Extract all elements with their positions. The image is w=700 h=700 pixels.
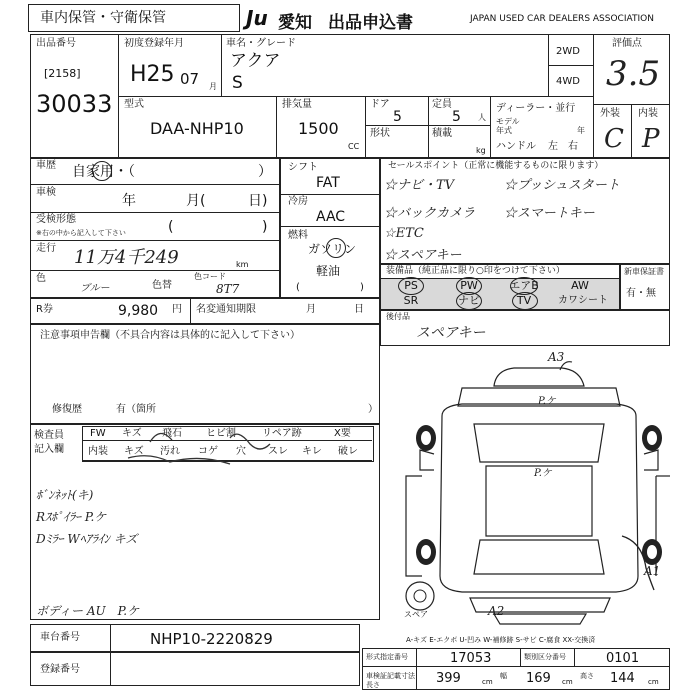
- fuel-light: 軽油: [316, 264, 341, 278]
- drive-2wd: 2WD: [556, 46, 580, 57]
- diagram-label-a1: A1: [644, 564, 661, 578]
- fuel-label: 燃料: [288, 230, 308, 241]
- color-label: 色: [36, 273, 46, 284]
- tax-unit: 円: [172, 304, 182, 315]
- color-change-label: 色替: [152, 280, 172, 291]
- history-label: 車歴: [36, 160, 56, 171]
- dimension-length-unit: cm: [482, 678, 493, 686]
- after-parts-value: スペアキー: [416, 325, 486, 341]
- registration-month-suffix: 月: [209, 82, 217, 91]
- doors-value: 5: [393, 109, 402, 125]
- ju-logo: Ju: [246, 6, 268, 30]
- dimension-width-unit: cm: [562, 678, 573, 686]
- equipment-circle-ps: [398, 277, 424, 295]
- displacement-value: 1500: [298, 119, 339, 138]
- inspector-note-1: ﾎﾞﾝﾈｯﾄ(キ): [36, 488, 94, 502]
- dimension-height-unit: cm: [648, 678, 659, 686]
- cooling-value: AAC: [316, 209, 346, 225]
- inspection-day: 日): [248, 193, 268, 209]
- vehicle-details-frame: [30, 158, 280, 298]
- diagram-label-pk-top: P.ケ: [538, 396, 556, 407]
- load-unit: kg: [476, 146, 486, 155]
- equipment-item-leather: カワシート: [558, 295, 608, 306]
- inspector-note-4: ボディー AU P.ケ: [36, 604, 140, 618]
- mileage-label: 走行: [36, 243, 56, 254]
- org-name: 愛知: [278, 13, 312, 33]
- seats-label: 定員: [432, 99, 452, 110]
- dimension-width-label: 幅: [500, 672, 507, 680]
- first-registration-label: 初度登録年月: [124, 38, 184, 49]
- category-label: 類別区分番号: [524, 653, 566, 661]
- model-year-label: モデル年式: [496, 117, 520, 135]
- dimension-height: 144: [610, 671, 635, 686]
- interior-value: P: [642, 124, 660, 154]
- registration-year: H25: [130, 62, 175, 87]
- category-value: 0101: [606, 651, 640, 666]
- shift-label: シフト: [288, 162, 318, 173]
- diagram-label-pk-body: P.ケ: [534, 468, 552, 479]
- selling-point-2: ☆プッシュスタート: [504, 178, 620, 193]
- inspector-row1-repair: リペア跡: [262, 428, 302, 439]
- lot-number: 30033: [36, 90, 113, 118]
- diagram-label-a3: A3: [548, 350, 565, 364]
- load-label: 積載: [432, 128, 452, 139]
- model-value: DAA-NHP10: [150, 119, 244, 138]
- diagram-label-a2: A2: [488, 604, 505, 618]
- lot-small-number: [2158]: [44, 67, 81, 80]
- chassis-number: NHP10-2220829: [150, 630, 273, 648]
- inspector-row2-interior: 内装: [88, 446, 108, 457]
- name-change-label: 名変通知期限: [196, 304, 256, 315]
- dealer-label: ディーラー・並行: [496, 103, 576, 114]
- new-warranty-value: 有・無: [626, 288, 656, 299]
- after-parts-label: 後付品: [386, 312, 410, 321]
- history-circle: [92, 161, 112, 181]
- type-designation-value: 17053: [450, 651, 492, 666]
- car-damage-diagram: [384, 346, 670, 626]
- fuel-circle: [326, 238, 346, 258]
- selling-point-5: ☆ETC: [384, 226, 424, 241]
- inspector-note-2: Rｽﾎﾟｲﾗｰ P.ケ: [36, 510, 107, 524]
- diagram-legend: A-キズ E-エクボ U-凹み W-補修跡 S-サビ C-腐食 XX-交換済: [406, 636, 596, 644]
- repair-history-value: 有（箇所: [116, 404, 156, 415]
- inspector-row1-fw: FW: [90, 428, 106, 439]
- inspector-row2-dirt: 汚れ: [160, 446, 180, 457]
- inspection-label: 車検: [36, 187, 56, 198]
- dimension-height-label: 高さ: [580, 672, 594, 680]
- repair-history-close: ）: [368, 404, 378, 415]
- mileage-unit: km: [236, 260, 249, 269]
- diagram-label-spare: スペア: [404, 610, 428, 619]
- selling-point-3: ☆バックカメラ: [384, 206, 476, 221]
- form-title: 出品申込書: [328, 13, 413, 33]
- exterior-value: C: [604, 124, 624, 154]
- cooling-label: 冷房: [288, 196, 308, 207]
- inspector-label-1: 検査員: [34, 430, 64, 441]
- car-grade: S: [232, 73, 243, 93]
- chassis-label: 車台番号: [40, 632, 80, 643]
- inspector-row2-rub: スレ: [268, 446, 288, 457]
- equipment-item-navi: ナビ: [458, 294, 480, 307]
- dimension-width: 169: [526, 671, 551, 686]
- mileage-value: 11万4千249: [74, 247, 179, 268]
- inspector-row1-crack: ヒビ割: [206, 428, 236, 439]
- equipment-item-aw: AW: [571, 279, 589, 292]
- tax-label: R券: [36, 304, 53, 315]
- selling-points-label: セールスポイント（正常に機能するものに限ります）: [388, 161, 604, 171]
- receipt-open: (: [168, 219, 174, 235]
- selling-point-1: ☆ナビ・TV: [384, 178, 455, 193]
- history-value: 自家用・（: [72, 164, 135, 180]
- equipment-item-tv: TV: [516, 294, 532, 307]
- equipment-item-airbag: エアB: [509, 279, 539, 292]
- tax-value: 9,980: [118, 303, 159, 319]
- inspector-row2-cut: キレ: [302, 446, 322, 457]
- association-name: JAPAN USED CAR DEALERS ASSOCIATION: [470, 14, 654, 24]
- inspector-note-3: Dﾐﾗｰ Wﾍｱﾗｲﾝ キズ: [36, 532, 138, 546]
- name-change-day: 日: [354, 304, 364, 315]
- selling-point-4: ☆スマートキー: [504, 206, 595, 221]
- inspector-row2-burn: コゲ: [198, 446, 218, 457]
- dimensions-label: 車検証記載寸法 長さ: [366, 672, 415, 689]
- inspection-month: 月(: [186, 193, 206, 209]
- equipment-label: 装備品（純正品に限り○印をつけて下さい）: [386, 266, 565, 276]
- notes-label: 注意事項申告欄（不具合内容は具体的に記入して下さい）: [40, 330, 300, 341]
- shape-label: 形状: [370, 128, 390, 139]
- dimension-length: 399: [436, 671, 461, 686]
- equipment-circle-tv: [512, 292, 538, 310]
- interior-label: 内装: [638, 108, 658, 119]
- color-code-label: 色コード: [194, 272, 226, 281]
- inspector-handwriting-scribble: [110, 424, 280, 468]
- equipment-item-sr: SR: [403, 294, 419, 307]
- fuel-gas: ガソリン: [308, 242, 357, 256]
- repair-history-label: 修復歴: [52, 404, 82, 415]
- model-year-unit: 年: [577, 126, 585, 135]
- handle-label: ハンドル: [496, 141, 536, 152]
- seats-value: 5: [452, 109, 461, 125]
- displacement-unit: CC: [348, 142, 360, 151]
- seats-unit: 人: [478, 113, 486, 122]
- inspector-row1-scratch: キズ: [122, 428, 142, 439]
- inspection-year: 年: [122, 193, 136, 209]
- car-name-label: 車名・グレード: [226, 38, 296, 49]
- inspector-row2-scratch: キズ: [124, 446, 144, 457]
- receipt-note: ※右の中から記入して下さい: [36, 229, 126, 237]
- inspector-row1-x: X要: [334, 428, 351, 439]
- storage-tab-text: 車内保管・守衛保管: [40, 10, 166, 26]
- model-label: 型式: [124, 99, 144, 110]
- lot-label: 出品番号: [36, 38, 76, 49]
- selling-point-6: ☆スペアキー: [384, 248, 462, 263]
- receipt-close: ): [262, 219, 268, 235]
- displacement-label: 排気量: [282, 99, 312, 110]
- history-close: ）: [258, 164, 272, 180]
- inspector-label-2: 記入欄: [34, 444, 64, 455]
- registration-number-label: 登録番号: [40, 664, 80, 675]
- receipt-label: 受検形態: [36, 214, 76, 225]
- handle-value: 左 右: [548, 141, 578, 152]
- drive-4wd: 4WD: [556, 76, 580, 87]
- type-designation-label: 形式指定番号: [366, 653, 408, 661]
- score-value: 3.5: [606, 54, 661, 94]
- inspector-row2-tear: 破レ: [338, 446, 358, 457]
- car-name: アクア: [230, 51, 281, 71]
- color-code: 8T7: [216, 282, 240, 296]
- equipment-circle-navi: [456, 292, 482, 310]
- exterior-label: 外装: [600, 108, 620, 119]
- name-change-month: 月: [306, 304, 316, 315]
- score-label: 評価点: [612, 38, 642, 49]
- shift-value: FAT: [316, 175, 340, 191]
- doors-label: ドア: [370, 99, 390, 110]
- new-warranty-label: 新車保証書: [624, 267, 664, 276]
- equipment-item-ps: PS: [404, 279, 418, 292]
- inspector-row1-chip: 飛石: [162, 428, 182, 439]
- inspector-row2-hole: 穴: [236, 446, 246, 457]
- equipment-item-pw: PW: [460, 279, 478, 292]
- color-value: ブルー: [80, 283, 110, 294]
- registration-month: 07: [180, 70, 200, 88]
